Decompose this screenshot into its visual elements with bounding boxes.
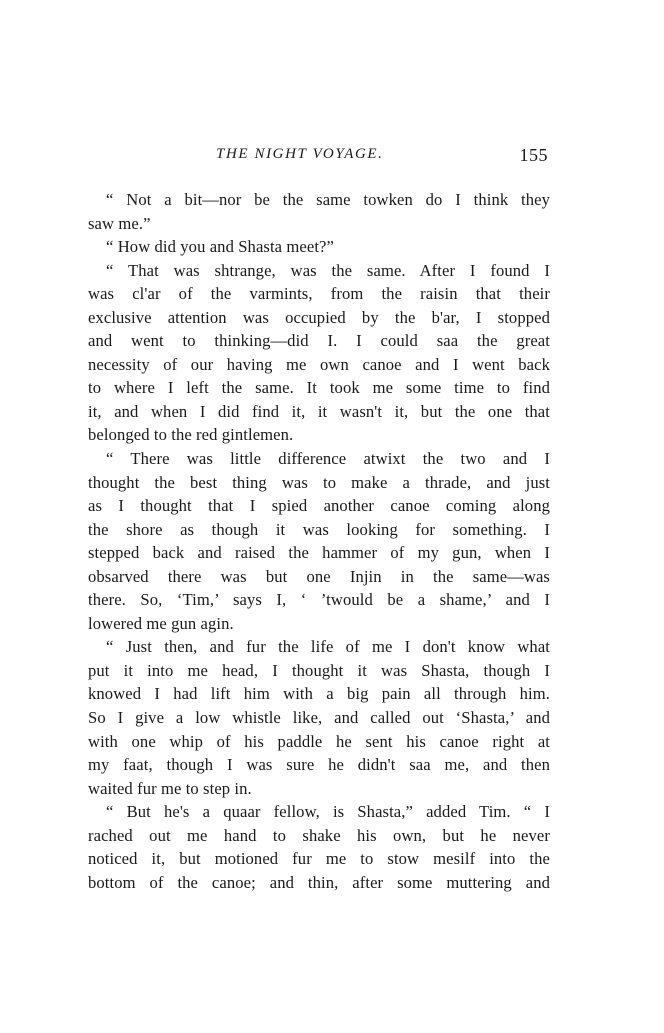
text-line: thought the best thing was to make a thrade, and just <box>88 472 550 492</box>
text-line: as I thought that I spied another canoe coming along <box>88 496 550 516</box>
text-line: there. So, ‘Tim,’ says I, ‘ ’twould be a shame,’ and I <box>88 590 550 610</box>
text-line: my faat, though I was sure he didn't saa me, and then <box>88 755 550 775</box>
text-line: waited fur me to step in. <box>88 778 252 798</box>
text-line: with one whip of his paddle he sent his canoe right at <box>88 731 550 751</box>
text-line: belonged to the red gintlemen. <box>88 425 294 445</box>
text-line: necessity of our having me own canoe and I went back <box>88 354 550 374</box>
text-line: “ Just then, and fur the life of me I don't know what <box>106 637 550 657</box>
text-line: “ But he's a quaar fellow, is Shasta,” added Tim. “ I <box>106 802 550 822</box>
text-line: exclusive attention was occupied by the b'ar, I stopped <box>88 307 550 327</box>
text-line: obsarved there was but one Injin in the same—was <box>88 566 550 586</box>
text-line: knowed I had lift him with a big pain all through him. <box>88 684 550 704</box>
text-line: saw me.” <box>88 213 151 233</box>
text-line: lowered me gun agin. <box>88 613 234 633</box>
text-line: So I give a low whistle like, and called out ‘Shasta,’ and <box>88 708 550 728</box>
body-text <box>88 188 550 894</box>
running-head <box>88 146 558 170</box>
page-number: 155 <box>519 145 548 165</box>
text-line: “ That was shtrange, was the same. After I found I <box>106 260 550 280</box>
text-line: and went to thinking—did I. I could saa the great <box>88 331 550 351</box>
running-title: THE NIGHT VOYAGE. <box>216 146 384 162</box>
text-line: rached out me hand to shake his own, but he never <box>88 825 550 845</box>
text-line: it, and when I did find it, it wasn't it, but the one that <box>88 401 550 421</box>
text-line: “ Not a bit—nor be the same towken do I think they <box>106 190 550 209</box>
text-line: noticed it, but motioned fur me to stow mesilf into the <box>88 849 550 869</box>
text-line: “ There was little difference atwixt the two and I <box>106 449 550 469</box>
text-line: bottom of the canoe; and thin, after some muttering and <box>88 872 550 892</box>
text-line: was cl'ar of the varmints, from the raisin that their <box>88 284 550 304</box>
text-line: stepped back and raised the hammer of my gun, when I <box>88 543 550 563</box>
text-line: the shore as though it was looking for something. I <box>88 519 550 539</box>
text-line: put it into me head, I thought it was Shasta, though I <box>88 660 550 680</box>
text-line: “ How did you and Shasta meet?” <box>106 237 334 257</box>
text-line: to where I left the same. It took me some time to find <box>88 378 550 398</box>
